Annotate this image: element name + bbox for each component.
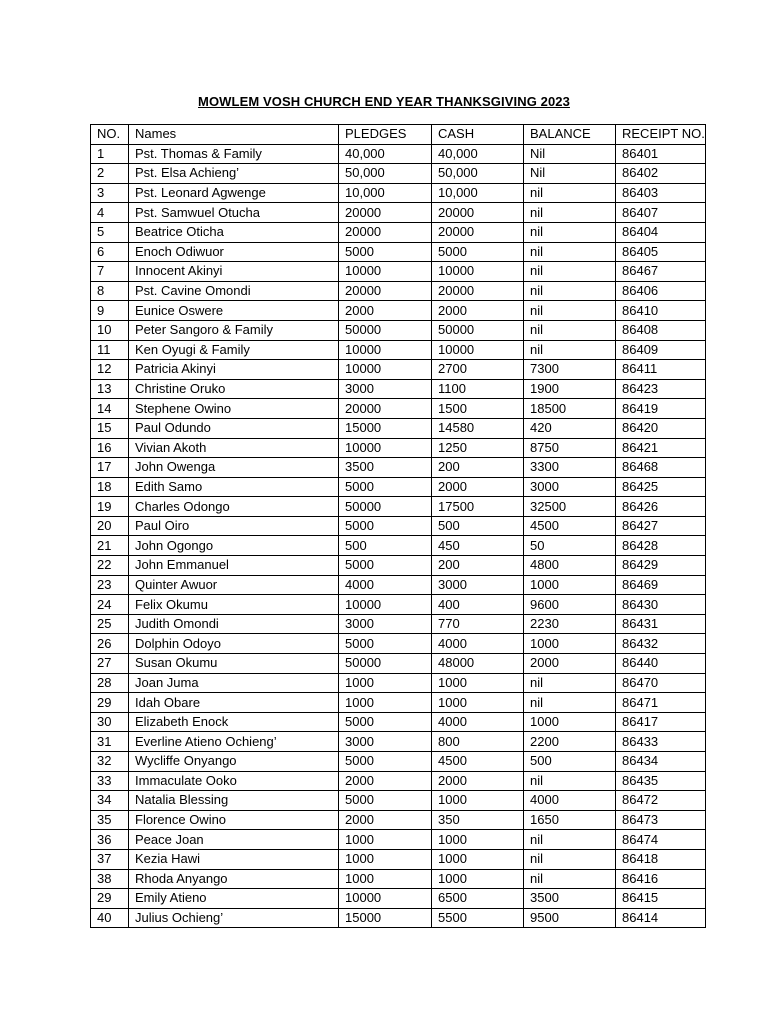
row-number: 4 (91, 203, 129, 223)
balance-amount: Nil (524, 144, 616, 164)
pledge-amount: 4000 (339, 575, 432, 595)
table-row (91, 458, 706, 478)
table-row (91, 614, 706, 634)
receipt-number: 86473 (616, 810, 706, 830)
pledge-amount: 10000 (339, 595, 432, 615)
table-row (91, 673, 706, 693)
pledge-amount: 50,000 (339, 164, 432, 184)
contributor-name: Everline Atieno Ochieng’ (129, 732, 339, 752)
balance-amount: 9500 (524, 908, 616, 928)
row-number: 20 (91, 516, 129, 536)
pledge-amount: 5000 (339, 556, 432, 576)
contributor-name: Susan Okumu (129, 654, 339, 674)
cash-amount: 2000 (432, 301, 524, 321)
row-number: 28 (91, 673, 129, 693)
contributor-name: Pst. Thomas & Family (129, 144, 339, 164)
receipt-number: 86406 (616, 281, 706, 301)
pledge-amount: 20000 (339, 281, 432, 301)
receipt-number: 86409 (616, 340, 706, 360)
contributor-name: Vivian Akoth (129, 438, 339, 458)
row-number: 27 (91, 654, 129, 674)
header-pledges: PLEDGES (339, 125, 432, 145)
cash-amount: 20000 (432, 222, 524, 242)
contributor-name: Dolphin Odoyo (129, 634, 339, 654)
cash-amount: 1000 (432, 869, 524, 889)
pledge-amount: 5000 (339, 242, 432, 262)
pledge-amount: 1000 (339, 869, 432, 889)
cash-amount: 48000 (432, 654, 524, 674)
receipt-number: 86430 (616, 595, 706, 615)
pledge-amount: 40,000 (339, 144, 432, 164)
pledge-amount: 50000 (339, 497, 432, 517)
balance-amount: 1000 (524, 634, 616, 654)
row-number: 17 (91, 458, 129, 478)
table-row (91, 791, 706, 811)
row-number: 32 (91, 752, 129, 772)
contributor-name: Innocent Akinyi (129, 262, 339, 282)
contributor-name: Emily Atieno (129, 889, 339, 909)
pledge-amount: 2000 (339, 771, 432, 791)
balance-amount: 8750 (524, 438, 616, 458)
pledge-amount: 10000 (339, 360, 432, 380)
receipt-number: 86423 (616, 379, 706, 399)
table-row (91, 595, 706, 615)
balance-amount: nil (524, 340, 616, 360)
table-row (91, 320, 706, 340)
receipt-number: 86421 (616, 438, 706, 458)
table-row (91, 889, 706, 909)
cash-amount: 17500 (432, 497, 524, 517)
row-number: 29 (91, 889, 129, 909)
header-names: Names (129, 125, 339, 145)
row-number: 7 (91, 262, 129, 282)
balance-amount: 2200 (524, 732, 616, 752)
balance-amount: nil (524, 693, 616, 713)
row-number: 38 (91, 869, 129, 889)
contributor-name: Paul Oiro (129, 516, 339, 536)
row-number: 40 (91, 908, 129, 928)
table-row (91, 183, 706, 203)
receipt-number: 86404 (616, 222, 706, 242)
receipt-number: 86411 (616, 360, 706, 380)
cash-amount: 50,000 (432, 164, 524, 184)
balance-amount: nil (524, 830, 616, 850)
row-number: 14 (91, 399, 129, 419)
table-body (91, 144, 706, 928)
cash-amount: 1250 (432, 438, 524, 458)
balance-amount: nil (524, 262, 616, 282)
contributor-name: Pst. Elsa Achieng’ (129, 164, 339, 184)
pledge-amount: 20000 (339, 222, 432, 242)
contributor-name: Beatrice Oticha (129, 222, 339, 242)
cash-amount: 40,000 (432, 144, 524, 164)
balance-amount: nil (524, 771, 616, 791)
receipt-number: 86471 (616, 693, 706, 713)
contributor-name: Edith Samo (129, 477, 339, 497)
pledge-amount: 3500 (339, 458, 432, 478)
receipt-number: 86469 (616, 575, 706, 595)
cash-amount: 10000 (432, 340, 524, 360)
receipt-number: 86415 (616, 889, 706, 909)
row-number: 10 (91, 320, 129, 340)
cash-amount: 14580 (432, 418, 524, 438)
balance-amount: 2000 (524, 654, 616, 674)
pledge-amount: 3000 (339, 732, 432, 752)
receipt-number: 86405 (616, 242, 706, 262)
receipt-number: 86431 (616, 614, 706, 634)
cash-amount: 1000 (432, 849, 524, 869)
row-number: 36 (91, 830, 129, 850)
receipt-number: 86418 (616, 849, 706, 869)
row-number: 37 (91, 849, 129, 869)
cash-amount: 10,000 (432, 183, 524, 203)
receipt-number: 86472 (616, 791, 706, 811)
header-cash: CASH (432, 125, 524, 145)
table-row (91, 477, 706, 497)
table-row (91, 732, 706, 752)
balance-amount: nil (524, 203, 616, 223)
table-row (91, 830, 706, 850)
receipt-number: 86408 (616, 320, 706, 340)
cash-amount: 2000 (432, 771, 524, 791)
table-row (91, 242, 706, 262)
pledge-amount: 15000 (339, 908, 432, 928)
cash-amount: 20000 (432, 203, 524, 223)
contributor-name: Florence Owino (129, 810, 339, 830)
receipt-number: 86433 (616, 732, 706, 752)
row-number: 16 (91, 438, 129, 458)
pledge-amount: 5000 (339, 477, 432, 497)
table-row (91, 908, 706, 928)
contributor-name: Idah Obare (129, 693, 339, 713)
receipt-number: 86419 (616, 399, 706, 419)
contributor-name: Pst. Cavine Omondi (129, 281, 339, 301)
thanksgiving-ledger-table (90, 124, 706, 928)
balance-amount: 9600 (524, 595, 616, 615)
cash-amount: 3000 (432, 575, 524, 595)
table-row (91, 399, 706, 419)
row-number: 35 (91, 810, 129, 830)
pledge-amount: 10000 (339, 262, 432, 282)
table-row (91, 340, 706, 360)
table-row (91, 144, 706, 164)
balance-amount: nil (524, 869, 616, 889)
pledge-amount: 1000 (339, 849, 432, 869)
table-row (91, 556, 706, 576)
contributor-name: Peter Sangoro & Family (129, 320, 339, 340)
cash-amount: 4000 (432, 634, 524, 654)
balance-amount: 18500 (524, 399, 616, 419)
receipt-number: 86468 (616, 458, 706, 478)
receipt-number: 86428 (616, 536, 706, 556)
header-no: NO. (91, 125, 129, 145)
table-header-row (91, 125, 706, 145)
cash-amount: 50000 (432, 320, 524, 340)
contributor-name: Christine Oruko (129, 379, 339, 399)
receipt-number: 86432 (616, 634, 706, 654)
receipt-number: 86440 (616, 654, 706, 674)
balance-amount: 4800 (524, 556, 616, 576)
receipt-number: 86429 (616, 556, 706, 576)
cash-amount: 350 (432, 810, 524, 830)
receipt-number: 86435 (616, 771, 706, 791)
row-number: 22 (91, 556, 129, 576)
receipt-number: 86426 (616, 497, 706, 517)
balance-amount: 1000 (524, 575, 616, 595)
pledge-amount: 5000 (339, 634, 432, 654)
row-number: 25 (91, 614, 129, 634)
row-number: 19 (91, 497, 129, 517)
balance-amount: nil (524, 849, 616, 869)
receipt-number: 86470 (616, 673, 706, 693)
cash-amount: 2000 (432, 477, 524, 497)
row-number: 34 (91, 791, 129, 811)
table-row (91, 654, 706, 674)
cash-amount: 1100 (432, 379, 524, 399)
receipt-number: 86402 (616, 164, 706, 184)
cash-amount: 1000 (432, 830, 524, 850)
pledge-amount: 10000 (339, 438, 432, 458)
row-number: 12 (91, 360, 129, 380)
row-number: 11 (91, 340, 129, 360)
contributor-name: Stephene Owino (129, 399, 339, 419)
balance-amount: 7300 (524, 360, 616, 380)
balance-amount: 3300 (524, 458, 616, 478)
receipt-number: 86416 (616, 869, 706, 889)
cash-amount: 5000 (432, 242, 524, 262)
receipt-number: 86427 (616, 516, 706, 536)
pledge-amount: 5000 (339, 712, 432, 732)
row-number: 3 (91, 183, 129, 203)
cash-amount: 10000 (432, 262, 524, 282)
balance-amount: 3500 (524, 889, 616, 909)
cash-amount: 4000 (432, 712, 524, 732)
receipt-number: 86403 (616, 183, 706, 203)
pledge-amount: 5000 (339, 752, 432, 772)
table-row (91, 536, 706, 556)
contributor-name: Immaculate Ooko (129, 771, 339, 791)
contributor-name: Paul Odundo (129, 418, 339, 438)
receipt-number: 86407 (616, 203, 706, 223)
table-row (91, 516, 706, 536)
table-row (91, 849, 706, 869)
receipt-number: 86467 (616, 262, 706, 282)
table-row (91, 360, 706, 380)
balance-amount: 4500 (524, 516, 616, 536)
balance-amount: 1000 (524, 712, 616, 732)
receipt-number: 86417 (616, 712, 706, 732)
pledge-amount: 3000 (339, 614, 432, 634)
table-row (91, 771, 706, 791)
balance-amount: 500 (524, 752, 616, 772)
row-number: 33 (91, 771, 129, 791)
balance-amount: 1900 (524, 379, 616, 399)
row-number: 9 (91, 301, 129, 321)
pledge-amount: 10000 (339, 889, 432, 909)
document-title: MOWLEM VOSH CHURCH END YEAR THANKSGIVING 2023 (198, 94, 570, 109)
pledge-amount: 20000 (339, 399, 432, 419)
row-number: 13 (91, 379, 129, 399)
row-number: 30 (91, 712, 129, 732)
contributor-name: Pst. Samwuel Otucha (129, 203, 339, 223)
balance-amount: 420 (524, 418, 616, 438)
row-number: 24 (91, 595, 129, 615)
row-number: 26 (91, 634, 129, 654)
table-row (91, 810, 706, 830)
pledge-amount: 15000 (339, 418, 432, 438)
contributor-name: Natalia Blessing (129, 791, 339, 811)
balance-amount: 2230 (524, 614, 616, 634)
balance-amount: nil (524, 281, 616, 301)
contributor-name: Enoch Odiwuor (129, 242, 339, 262)
receipt-number: 86425 (616, 477, 706, 497)
pledge-amount: 20000 (339, 203, 432, 223)
balance-amount: 50 (524, 536, 616, 556)
row-number: 21 (91, 536, 129, 556)
pledge-amount: 2000 (339, 810, 432, 830)
cash-amount: 500 (432, 516, 524, 536)
contributor-name: Joan Juma (129, 673, 339, 693)
pledge-amount: 10000 (339, 340, 432, 360)
table-row (91, 203, 706, 223)
balance-amount: nil (524, 320, 616, 340)
contributor-name: Felix Okumu (129, 595, 339, 615)
cash-amount: 1000 (432, 673, 524, 693)
contributor-name: Peace Joan (129, 830, 339, 850)
balance-amount: 4000 (524, 791, 616, 811)
contributor-name: Quinter Awuor (129, 575, 339, 595)
table-row (91, 164, 706, 184)
row-number: 23 (91, 575, 129, 595)
cash-amount: 400 (432, 595, 524, 615)
balance-amount: 1650 (524, 810, 616, 830)
balance-amount: nil (524, 301, 616, 321)
cash-amount: 2700 (432, 360, 524, 380)
receipt-number: 86474 (616, 830, 706, 850)
table-row (91, 634, 706, 654)
table-row (91, 869, 706, 889)
pledge-amount: 5000 (339, 791, 432, 811)
contributor-name: Julius Ochieng’ (129, 908, 339, 928)
row-number: 8 (91, 281, 129, 301)
cash-amount: 6500 (432, 889, 524, 909)
row-number: 15 (91, 418, 129, 438)
contributor-name: Patricia Akinyi (129, 360, 339, 380)
cash-amount: 20000 (432, 281, 524, 301)
table-row (91, 438, 706, 458)
balance-amount: nil (524, 183, 616, 203)
row-number: 5 (91, 222, 129, 242)
balance-amount: nil (524, 673, 616, 693)
pledge-amount: 50000 (339, 320, 432, 340)
balance-amount: 3000 (524, 477, 616, 497)
pledge-amount: 10,000 (339, 183, 432, 203)
pledge-amount: 500 (339, 536, 432, 556)
contributor-name: Elizabeth Enock (129, 712, 339, 732)
table-row (91, 262, 706, 282)
cash-amount: 1500 (432, 399, 524, 419)
cash-amount: 800 (432, 732, 524, 752)
balance-amount: Nil (524, 164, 616, 184)
row-number: 6 (91, 242, 129, 262)
receipt-number: 86434 (616, 752, 706, 772)
table-row (91, 379, 706, 399)
cash-amount: 200 (432, 556, 524, 576)
contributor-name: Ken Oyugi & Family (129, 340, 339, 360)
receipt-number: 86401 (616, 144, 706, 164)
contributor-name: John Owenga (129, 458, 339, 478)
table-row (91, 712, 706, 732)
table-row (91, 222, 706, 242)
contributor-name: Pst. Leonard Agwenge (129, 183, 339, 203)
pledge-amount: 50000 (339, 654, 432, 674)
balance-amount: 32500 (524, 497, 616, 517)
table-row (91, 752, 706, 772)
table-row (91, 575, 706, 595)
balance-amount: nil (524, 222, 616, 242)
table-row (91, 281, 706, 301)
cash-amount: 5500 (432, 908, 524, 928)
cash-amount: 1000 (432, 693, 524, 713)
contributor-name: Eunice Oswere (129, 301, 339, 321)
contributor-name: Rhoda Anyango (129, 869, 339, 889)
contributor-name: John Emmanuel (129, 556, 339, 576)
row-number: 2 (91, 164, 129, 184)
cash-amount: 200 (432, 458, 524, 478)
contributor-name: Kezia Hawi (129, 849, 339, 869)
receipt-number: 86414 (616, 908, 706, 928)
balance-amount: nil (524, 242, 616, 262)
cash-amount: 4500 (432, 752, 524, 772)
pledge-amount: 1000 (339, 673, 432, 693)
contributor-name: John Ogongo (129, 536, 339, 556)
row-number: 29 (91, 693, 129, 713)
pledge-amount: 3000 (339, 379, 432, 399)
row-number: 1 (91, 144, 129, 164)
header-balance: BALANCE (524, 125, 616, 145)
pledge-amount: 1000 (339, 830, 432, 850)
contributor-name: Wycliffe Onyango (129, 752, 339, 772)
header-receipt-no: RECEIPT NO. (616, 125, 706, 145)
receipt-number: 86420 (616, 418, 706, 438)
table-row (91, 497, 706, 517)
table-row (91, 418, 706, 438)
pledge-amount: 5000 (339, 516, 432, 536)
pledge-amount: 2000 (339, 301, 432, 321)
table-row (91, 693, 706, 713)
table-row (91, 301, 706, 321)
cash-amount: 450 (432, 536, 524, 556)
contributor-name: Judith Omondi (129, 614, 339, 634)
row-number: 31 (91, 732, 129, 752)
pledge-amount: 1000 (339, 693, 432, 713)
row-number: 18 (91, 477, 129, 497)
cash-amount: 1000 (432, 791, 524, 811)
contributor-name: Charles Odongo (129, 497, 339, 517)
cash-amount: 770 (432, 614, 524, 634)
receipt-number: 86410 (616, 301, 706, 321)
